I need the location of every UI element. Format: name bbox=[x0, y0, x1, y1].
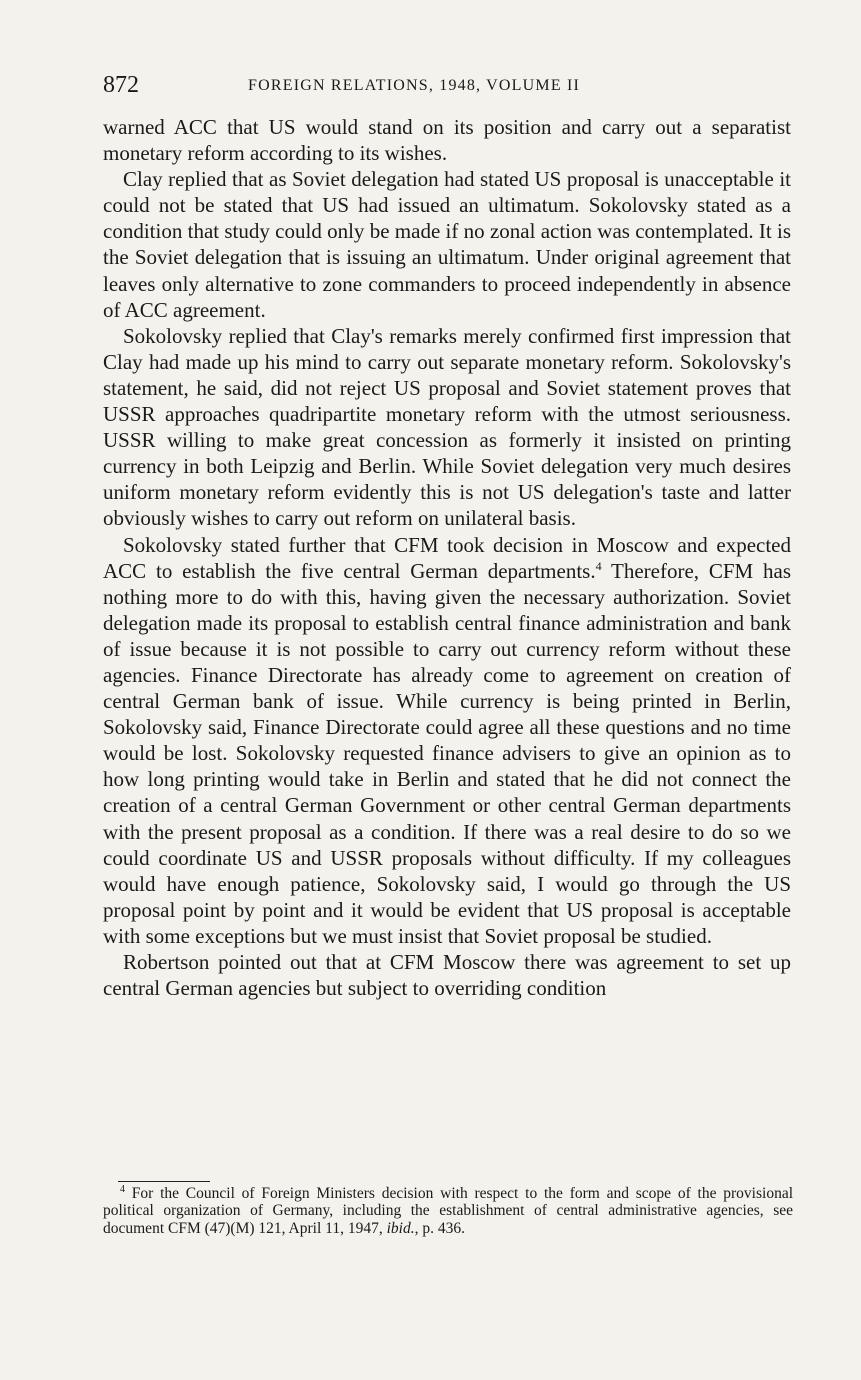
footnote-text: , p. 436. bbox=[414, 1219, 465, 1237]
footnote bbox=[103, 1185, 793, 1237]
paragraph bbox=[103, 532, 791, 950]
footnote-reference: 4 bbox=[595, 558, 602, 573]
footnote-ibid: ibid. bbox=[386, 1219, 415, 1237]
page-header bbox=[103, 68, 793, 102]
paragraph-text: Sokolovsky stated further that CFM took decision in Moscow and expected ACC to establish the five central German departments. bbox=[103, 532, 791, 583]
paragraph-text: Therefore, CFM has nothing more to do with this, having given the necessary authorization. Soviet delegation made its proposal to establish central finance administration and bank of issue because it is not possible to carry out currency reform without these agencies. Finance Directorate has already come to agreement on creation of central German bank of issue. While currency is being printed in Berlin, Sokolovsky said, Finance Directorate could agree all these questions and no time would be lost. Sokolovsky requested finance advisers to give an opinion as to how long printing would take in Berlin and stated that he did not connect the creation of a central German Government or other central German departments with the present proposal as a condition. If there was a real desire to do so we could coordinate US and USSR proposals without difficulty. If my colleagues would have enough patience, Sokolovsky said, I would go through the US proposal point by point and it would be evident that US proposal is acceptable with some exceptions but we must insist that Soviet proposal be studied. bbox=[103, 558, 791, 948]
running-head: FOREIGN RELATIONS, 1948, VOLUME II bbox=[248, 77, 581, 94]
page-number: 872 bbox=[103, 72, 139, 98]
paragraph: warned ACC that US would stand on its position and carry out a separatist monetary reform according to its wishes. bbox=[103, 115, 791, 166]
paragraph: Robertson pointed out that at CFM Moscow there was agreement to set up central German agencies but subject to overriding condition bbox=[103, 950, 791, 1001]
footnote-mark: 4 bbox=[120, 1183, 125, 1195]
paragraph: Sokolovsky replied that Clay's remarks merely confirmed first impression that Clay had made up his mind to carry out separate monetary reform. Sokolovsky's statement, he said, did not reject US proposal and Soviet statement proves that USSR approaches quadripartite monetary reform with the utmost seriousness. USSR willing to make great concession as formerly it insisted on printing currency in both Leipzig and Berlin. While Soviet delegation very much desires uniform monetary reform evidently this is not US delegation's taste and latter obviously wishes to carry out reform on unilateral basis. bbox=[103, 323, 791, 531]
body-text bbox=[103, 114, 791, 1001]
footnote-divider bbox=[118, 1181, 210, 1182]
paragraph: Clay replied that as Soviet delegation had stated US proposal is unacceptable it could not be stated that US had issued an ultimatum. Sokolovsky stated as a condition that study could only be made if no zonal action was contemplated. It is the Soviet delegation that is issuing an ultimatum. Under original agreement that leaves only alternative to zone commanders to proceed independently in absence of ACC agreement. bbox=[103, 167, 791, 322]
footnote-text: For the Council of Foreign Ministers decision with respect to the form and scope of the provisional political organization of Germany, including the establishment of central administrative agencies, see document CFM (47)(M) 121, April 11, 1947, bbox=[103, 1185, 793, 1237]
